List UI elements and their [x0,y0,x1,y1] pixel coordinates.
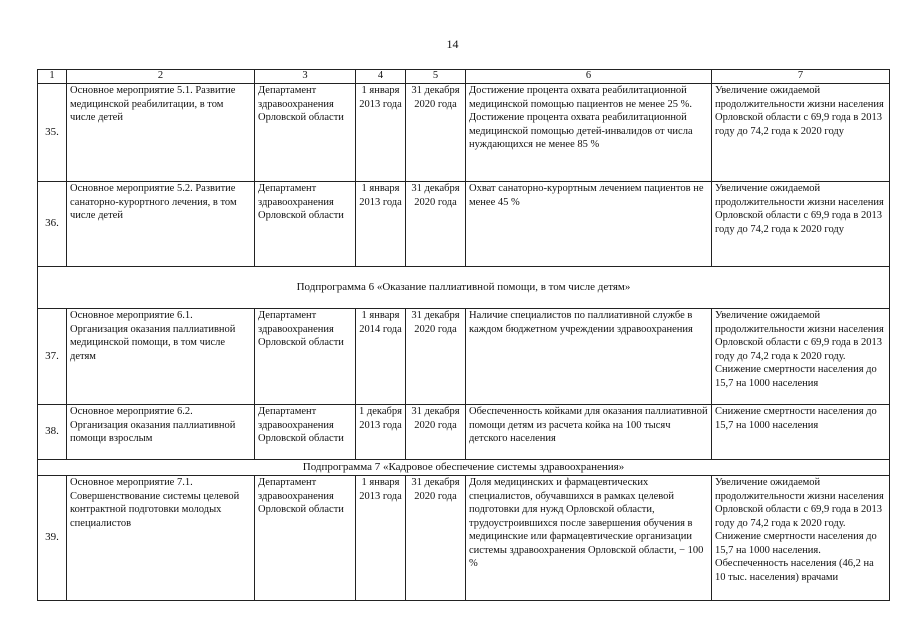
executor-cell: Департамент здравоохранения Орловской области [255,182,356,267]
start-date-cell: 1 января 2014 года [356,309,406,405]
subprogram-title: Подпрограмма 6 «Оказание паллиативной помощи, в том числе детям» [38,267,890,309]
table-row [38,309,890,405]
activity-cell: Основное мероприятие 5.1. Развитие медицинской реабилитации, в том числе детей [67,84,255,182]
row-number: 35. [38,84,67,182]
column-header: 4 [356,70,406,84]
page-number: 14 [446,37,459,51]
result-cell: Обеспеченность койками для оказания паллиативной помощи детям из расчета койка на 100 тысяч детского населения [466,405,712,460]
column-header: 5 [406,70,466,84]
impact-cell: Увеличение ожидаемой продолжительности жизни населения Орловской области с 69,9 года в 2013 году до 74,2 года к 2020 году [712,84,890,182]
column-header: 7 [712,70,890,84]
column-header: 1 [38,70,67,84]
result-cell: Доля медицинских и фармацевтических специалистов, обучавшихся в рамках целевой подготовки для нужд Орловской области, трудоустроившихся после завершения обучения в медицинские или фармацевтические организации системы здравоохранения Орловской области, − 100 % [466,476,712,601]
end-date-cell: 31 декабря 2020 года [406,476,466,601]
impact-cell: Снижение смертности населения до 15,7 на 1000 населения [712,405,890,460]
start-date-cell: 1 декабря 2013 года [356,405,406,460]
end-date-cell: 31 декабря 2020 года [406,84,466,182]
column-header: 3 [255,70,356,84]
table-header-row [38,70,890,84]
subprogram-title: Подпрограмма 7 «Кадровое обеспечение системы здравоохранения» [38,460,890,476]
subprogram-row [38,267,890,309]
start-date-cell: 1 января 2013 года [356,182,406,267]
table-row [38,405,890,460]
activity-cell: Основное мероприятие 6.2. Организация оказания паллиативной помощи взрослым [67,405,255,460]
executor-cell: Департамент здравоохранения Орловской области [255,84,356,182]
end-date-cell: 31 декабря 2020 года [406,309,466,405]
result-cell: Достижение процента охвата реабилитационной медицинской помощью пациентов не менее 25 %. Достижение процента охвата реабилитационной медицинской помощью детей-инвалидов от числа нуждающихся не менее 85 % [466,84,712,182]
activity-cell: Основное мероприятие 5.2. Развитие санаторно-курортного лечения, в том числе детей [67,182,255,267]
table-row [38,476,890,601]
table-row [38,182,890,267]
result-cell: Охват санаторно-курортным лечением пациентов не менее 45 % [466,182,712,267]
row-number: 39. [38,476,67,601]
activities-table [37,69,890,601]
executor-cell: Департамент здравоохранения Орловской области [255,476,356,601]
activity-cell: Основное мероприятие 7.1. Совершенствование системы целевой контрактной подготовки молодых специалистов [67,476,255,601]
end-date-cell: 31 декабря 2020 года [406,182,466,267]
impact-cell: Увеличение ожидаемой продолжительности жизни населения Орловской области с 69,9 года в 2013 году до 74,2 года к 2020 году. Снижение смертности населения до 15,7 на 1000 населения. Обеспеченность населения (46,2 на 10 тыс. населения) врачами [712,476,890,601]
row-number: 37. [38,309,67,405]
executor-cell: Департамент здравоохранения Орловской области [255,309,356,405]
row-number: 38. [38,405,67,460]
row-number: 36. [38,182,67,267]
column-header: 2 [67,70,255,84]
impact-cell: Увеличение ожидаемой продолжительности жизни населения Орловской области с 69,9 года в 2013 году до 74,2 года к 2020 году [712,182,890,267]
start-date-cell: 1 января 2013 года [356,476,406,601]
column-header: 6 [466,70,712,84]
activity-cell: Основное мероприятие 6.1. Организация оказания паллиативной медицинской помощи, в том числе детям [67,309,255,405]
start-date-cell: 1 января 2013 года [356,84,406,182]
result-cell: Наличие специалистов по паллиативной службе в каждом бюджетном учреждении здравоохранения [466,309,712,405]
table-row [38,84,890,182]
subprogram-row [38,460,890,476]
executor-cell: Департамент здравоохранения Орловской области [255,405,356,460]
end-date-cell: 31 декабря 2020 года [406,405,466,460]
impact-cell: Увеличение ожидаемой продолжительности жизни населения Орловской области с 69,9 года в 2013 году до 74,2 года к 2020 году. Снижение смертности населения до 15,7 на 1000 населения [712,309,890,405]
